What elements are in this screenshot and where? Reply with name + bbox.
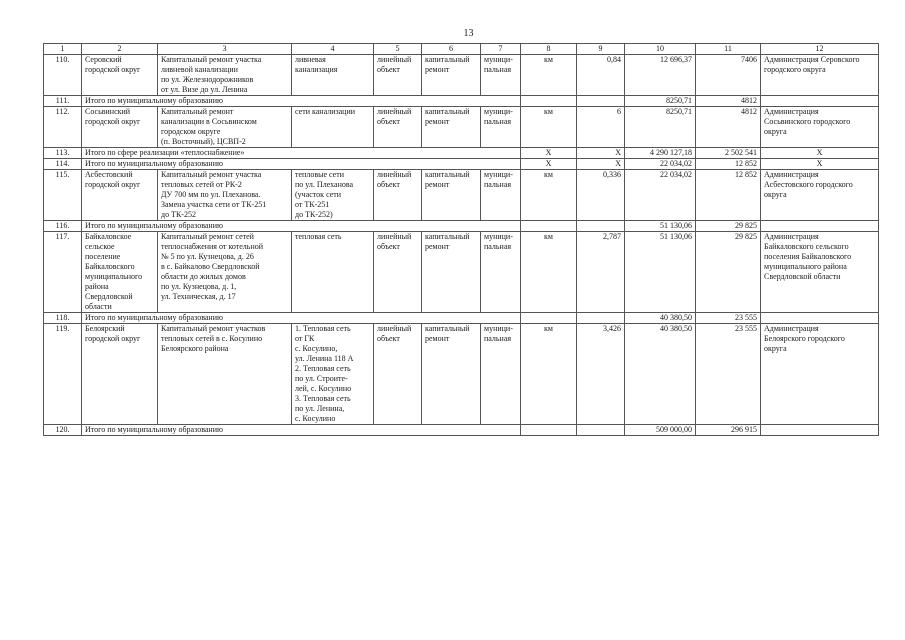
executor-cell [761, 96, 879, 107]
unit-cell: X [521, 148, 577, 159]
program-table [43, 43, 879, 436]
total-row [44, 221, 879, 232]
cost-cell: 22 034,02 [625, 159, 696, 170]
column-header: 7 [481, 44, 521, 55]
total-label-cell: Итого по муниципальному образованию [82, 159, 521, 170]
column-header: 11 [696, 44, 761, 55]
value-cell: 29 825 [696, 232, 761, 313]
object-cell: 1. Тепловая сеть от ГК с. Косулино, ул. Ленина 118 А 2. Тепловая сеть по ул. Строите- лей, с. Косулино 3. Тепловая сеть по ул. Ленина, с. Косулино [292, 324, 374, 425]
executor-cell: X [761, 159, 879, 170]
row-number-cell: 117. [44, 232, 82, 313]
total-label-cell: Итого по муниципальному образованию [82, 96, 521, 107]
column-header: 3 [158, 44, 292, 55]
row-number-cell: 116. [44, 221, 82, 232]
total-row [44, 425, 879, 436]
municipality-cell: Белоярский городской округ [82, 324, 158, 425]
row-number-cell: 112. [44, 107, 82, 148]
column-header: 1 [44, 44, 82, 55]
event-cell: Капитальный ремонт участков тепловых сетей в с. Косулино Белоярского района [158, 324, 292, 425]
length-cell: 0,84 [577, 55, 625, 96]
object-cell: тепловые сети по ул. Плеханова (участок сети от ТК-251 до ТК-252) [292, 170, 374, 221]
column-header: 12 [761, 44, 879, 55]
unit-cell [521, 96, 577, 107]
total-row [44, 148, 879, 159]
length-cell: 6 [577, 107, 625, 148]
work-type-cell: капитальный ремонт [422, 324, 481, 425]
value-cell: 12 852 [696, 170, 761, 221]
row-number-cell: 120. [44, 425, 82, 436]
unit-cell: км [521, 232, 577, 313]
object-cell: тепловая сеть [292, 232, 374, 313]
value-cell: 296 915 [696, 425, 761, 436]
table-row [44, 107, 879, 148]
executor-cell [761, 313, 879, 324]
unit-cell [521, 221, 577, 232]
object-type-cell: линейный объект [374, 55, 422, 96]
ownership-cell: муници- пальная [481, 170, 521, 221]
value-cell: 29 825 [696, 221, 761, 232]
value-cell: 4812 [696, 96, 761, 107]
unit-cell: км [521, 170, 577, 221]
total-label-cell: Итого по муниципальному образованию [82, 221, 521, 232]
length-cell [577, 425, 625, 436]
column-header: 2 [82, 44, 158, 55]
value-cell: 23 555 [696, 313, 761, 324]
object-cell: сети канализации [292, 107, 374, 148]
table-row [44, 232, 879, 313]
column-header: 6 [422, 44, 481, 55]
cost-cell: 51 130,06 [625, 221, 696, 232]
column-header: 9 [577, 44, 625, 55]
unit-cell: X [521, 159, 577, 170]
row-number-cell: 115. [44, 170, 82, 221]
ownership-cell: муници- пальная [481, 55, 521, 96]
event-cell: Капитальный ремонт участка тепловых сетей от РК-2 ДУ 700 мм по ул. Плеханова. Замена участка сети от ТК-251 до ТК-252 [158, 170, 292, 221]
column-header: 10 [625, 44, 696, 55]
column-header: 8 [521, 44, 577, 55]
cost-cell: 12 696,37 [625, 55, 696, 96]
cost-cell: 40 380,50 [625, 324, 696, 425]
total-row [44, 159, 879, 170]
total-label-cell: Итого по муниципальному образованию [82, 425, 521, 436]
row-number-cell: 113. [44, 148, 82, 159]
executor-cell: X [761, 148, 879, 159]
value-cell: 12 852 [696, 159, 761, 170]
object-cell: ливневая канализация [292, 55, 374, 96]
event-cell: Капитальный ремонт участка ливневой канализации по ул. Железнодорожников от ул. Визе до ул. Ленина [158, 55, 292, 96]
column-header: 4 [292, 44, 374, 55]
cost-cell: 8250,71 [625, 96, 696, 107]
object-type-cell: линейный объект [374, 170, 422, 221]
value-cell: 4812 [696, 107, 761, 148]
row-number-cell: 111. [44, 96, 82, 107]
object-type-cell: линейный объект [374, 107, 422, 148]
municipality-cell: Асбестовский городской округ [82, 170, 158, 221]
unit-cell: км [521, 107, 577, 148]
length-cell: X [577, 148, 625, 159]
cost-cell: 8250,71 [625, 107, 696, 148]
executor-cell: Администрация Сосьвинского городского округа [761, 107, 879, 148]
total-label-cell: Итого по муниципальному образованию [82, 313, 521, 324]
row-number-cell: 119. [44, 324, 82, 425]
executor-cell: Администрация Асбестовского городского округа [761, 170, 879, 221]
unit-cell [521, 313, 577, 324]
value-cell: 23 555 [696, 324, 761, 425]
length-cell [577, 313, 625, 324]
unit-cell: км [521, 324, 577, 425]
municipality-cell: Серовский городской округ [82, 55, 158, 96]
table-row [44, 170, 879, 221]
table-header-row [44, 44, 879, 55]
executor-cell: Администрация Байкаловского сельского поселения Байкаловского муниципального района Свердловской области [761, 232, 879, 313]
length-cell: 0,336 [577, 170, 625, 221]
executor-cell [761, 425, 879, 436]
length-cell: 3,426 [577, 324, 625, 425]
ownership-cell: муници- пальная [481, 324, 521, 425]
row-number-cell: 110. [44, 55, 82, 96]
total-label-cell: Итого по сфере реализации «теплоснабжение» [82, 148, 521, 159]
executor-cell [761, 221, 879, 232]
work-type-cell: капитальный ремонт [422, 107, 481, 148]
row-number-cell: 118. [44, 313, 82, 324]
executor-cell: Администрация Белоярского городского округа [761, 324, 879, 425]
value-cell: 2 502 541 [696, 148, 761, 159]
value-cell: 7406 [696, 55, 761, 96]
table-row [44, 324, 879, 425]
unit-cell: км [521, 55, 577, 96]
cost-cell: 51 130,06 [625, 232, 696, 313]
ownership-cell: муници- пальная [481, 232, 521, 313]
event-cell: Капитальный ремонт сетей теплоснабжения от котельной № 5 по ул. Кузнецова, д. 26 в с. Байкалово Свердловской области до жилых домов по ул. Кузнецова, д. 1, ул. Техническая, д. 17 [158, 232, 292, 313]
cost-cell: 4 290 127,18 [625, 148, 696, 159]
work-type-cell: капитальный ремонт [422, 55, 481, 96]
municipality-cell: Байкаловское сельское поселение Байкаловского муниципального района Свердловской области [82, 232, 158, 313]
cost-cell: 22 034,02 [625, 170, 696, 221]
length-cell [577, 221, 625, 232]
unit-cell [521, 425, 577, 436]
work-type-cell: капитальный ремонт [422, 170, 481, 221]
municipality-cell: Сосьвинский городской округ [82, 107, 158, 148]
object-type-cell: линейный объект [374, 232, 422, 313]
cost-cell: 40 380,50 [625, 313, 696, 324]
row-number-cell: 114. [44, 159, 82, 170]
total-row [44, 96, 879, 107]
length-cell: 2,787 [577, 232, 625, 313]
column-header: 5 [374, 44, 422, 55]
executor-cell: Администрация Серовского городского округа [761, 55, 879, 96]
object-type-cell: линейный объект [374, 324, 422, 425]
event-cell: Капитальный ремонт канализации в Сосьвинском городском округе (п. Восточный), ЦСВП-2 [158, 107, 292, 148]
table-row [44, 55, 879, 96]
length-cell: X [577, 159, 625, 170]
total-row [44, 313, 879, 324]
cost-cell: 509 000,00 [625, 425, 696, 436]
length-cell [577, 96, 625, 107]
page-number: 13 [463, 28, 474, 39]
work-type-cell: капитальный ремонт [422, 232, 481, 313]
ownership-cell: муници- пальная [481, 107, 521, 148]
